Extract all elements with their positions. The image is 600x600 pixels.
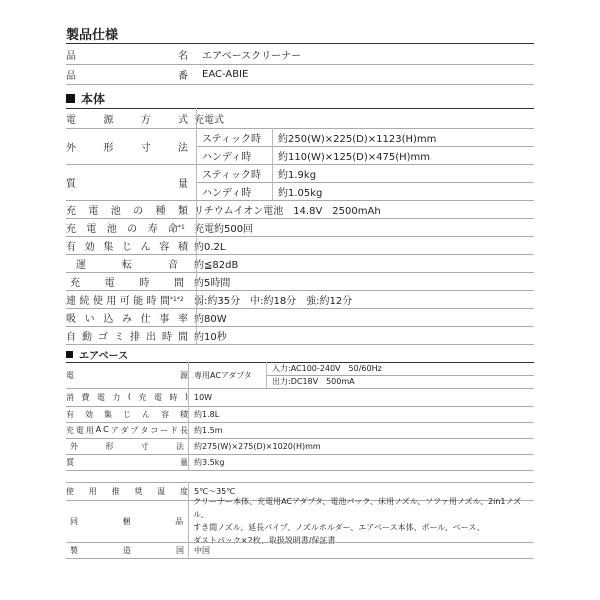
charge-label: 充 電 時 間 xyxy=(70,277,184,289)
origin-label: 製 造 国 xyxy=(70,545,184,555)
product-name-row xyxy=(66,44,534,64)
dimensions-stick-value: 約250(W)×225(D)×1123(H)mm xyxy=(278,133,437,145)
mass-label: 質 量 xyxy=(66,178,188,190)
base-consumption-value: 10W xyxy=(194,392,213,402)
mass-handy-row xyxy=(196,182,534,200)
battery-type-value: リチウムイオン電池 14.8V 2500mAh xyxy=(194,205,381,217)
dimensions-handy-row xyxy=(196,146,534,164)
dimensions-stick-label: スティック時 xyxy=(202,133,261,145)
mass-handy-value: 約1.05kg xyxy=(278,187,323,199)
temperature-value: 5℃〜35℃ xyxy=(194,486,236,496)
runtime-row xyxy=(66,290,534,308)
section-heading-air-base: エアベース xyxy=(66,347,128,362)
product-name-label: 品 名 xyxy=(66,50,188,62)
footnote-mark: *1 xyxy=(178,223,185,231)
divider xyxy=(266,362,267,388)
suction-row xyxy=(66,308,534,326)
dimensions-handy-label: ハンディ時 xyxy=(202,151,252,163)
base-power-label: 電 源 xyxy=(66,370,188,380)
base-dust-value: 約1.8L xyxy=(194,409,220,419)
power-row xyxy=(66,108,534,128)
divider xyxy=(66,470,534,471)
base-dimensions-label: 外 形 寸 法 xyxy=(70,441,184,451)
section-heading-body: 本体 xyxy=(66,90,105,107)
base-consumption-row xyxy=(66,388,534,406)
divider xyxy=(66,344,534,345)
mass-handy-label: ハンディ時 xyxy=(202,187,252,199)
base-dimensions-row xyxy=(66,438,534,454)
dust-label: 有 効 集 じ ん 容 積 xyxy=(66,241,188,253)
runtime-label: 連 続 使 用 可 能 時 間 *1*2 xyxy=(66,295,184,307)
battery-life-label: 充 電 池 の 寿 命 *1 xyxy=(66,223,185,235)
base-power-sub-label: 専用ACアダプタ xyxy=(194,370,252,380)
contents-line-1: クリーナー本体、充電用ACアダプタ、電池パック、床用ノズル、ソファ用ノズル、2in1ノズル、 xyxy=(193,497,522,519)
base-cord-label: 充 電 用 A C ア ダ プ タ コ ー ド 長 xyxy=(66,424,188,435)
suction-label: 吸 い 込 み 仕 事 率 xyxy=(66,313,188,325)
dust-value: 約0.2L xyxy=(194,241,226,253)
page-title: 製品仕様 xyxy=(66,28,119,43)
base-dust-row xyxy=(66,406,534,422)
battery-life-value: 充電約500回 xyxy=(194,223,254,235)
base-mass-label: 質 量 xyxy=(66,457,188,467)
suction-value: 約80W xyxy=(194,313,227,325)
divider xyxy=(66,84,534,85)
base-power-input-row xyxy=(266,362,534,375)
auto-discharge-value: 約10秒 xyxy=(194,331,227,343)
base-cord-row xyxy=(66,422,534,438)
base-power-input: 入力:AC100-240V 50/60Hz xyxy=(272,364,382,373)
product-number-row xyxy=(66,64,534,84)
mass-stick-row xyxy=(196,164,534,182)
square-bullet-icon xyxy=(66,351,73,358)
base-mass-row xyxy=(66,454,534,470)
auto-discharge-row xyxy=(66,326,534,344)
dust-row xyxy=(66,236,534,254)
footnote-mark: *1*2 xyxy=(170,295,184,303)
divider xyxy=(196,108,197,344)
base-mass-value: 約3.5kg xyxy=(194,457,225,467)
runtime-value: 弱:約35分 中:約18分 強:約12分 xyxy=(194,295,353,307)
noise-value: 約≦82dB xyxy=(194,259,239,271)
product-number-label: 品 番 xyxy=(66,70,188,82)
contents-row xyxy=(66,497,534,545)
divider xyxy=(272,164,273,200)
auto-discharge-label: 自 動 ゴ ミ 排 出 時 間 xyxy=(66,331,188,343)
mass-stick-value: 約1.9kg xyxy=(278,169,317,181)
battery-life-row xyxy=(66,218,534,236)
base-dimensions-value: 約275(W)×275(D)×1020(H)mm xyxy=(194,441,321,451)
charge-value: 約5時間 xyxy=(194,277,231,289)
power-label: 電 源 方 式 xyxy=(66,114,188,126)
base-cord-value: 約1.5m xyxy=(194,425,223,435)
product-name-value: エアベースクリーナー xyxy=(202,50,302,62)
square-bullet-icon xyxy=(66,94,75,103)
battery-type-row xyxy=(66,200,534,218)
divider xyxy=(188,482,189,558)
base-power-output-row xyxy=(266,375,534,388)
noise-row xyxy=(66,254,534,272)
base-dust-label: 有 効 集 じ ん 容 積 xyxy=(66,409,188,419)
noise-label: 運 転 音 xyxy=(76,259,178,271)
contents-label: 同 梱 品 xyxy=(70,516,184,526)
product-number-value: EAC-ABIE xyxy=(202,68,249,80)
power-value: 充電式 xyxy=(194,114,224,126)
contents-line-3: ダストパック×2枚、取扱説明書/保証書 xyxy=(193,536,336,545)
contents-line-2: すき間ノズル、延長パイプ、ノズルホルダー、エアベース本体、ポール、ベース、 xyxy=(193,523,485,532)
divider xyxy=(66,558,534,559)
dimensions-handy-value: 約110(W)×125(D)×475(H)mm xyxy=(278,151,431,163)
origin-value: 中国 xyxy=(194,545,210,555)
base-power-output: 出力:DC18V 500mA xyxy=(272,377,355,386)
mass-stick-label: スティック時 xyxy=(202,169,261,181)
base-consumption-label: 消 費 電 力 ( 充 電 時 ) xyxy=(66,391,188,402)
dimensions-label: 外 形 寸 法 xyxy=(66,142,188,154)
dimensions-stick-row xyxy=(196,128,534,146)
temperature-label: 使 用 推 奨 温 度 xyxy=(66,486,188,496)
battery-type-label: 充 電 池 の 種 類 xyxy=(66,205,188,217)
divider xyxy=(188,362,189,470)
charge-row xyxy=(66,272,534,290)
origin-row xyxy=(66,542,534,558)
divider xyxy=(272,128,273,164)
